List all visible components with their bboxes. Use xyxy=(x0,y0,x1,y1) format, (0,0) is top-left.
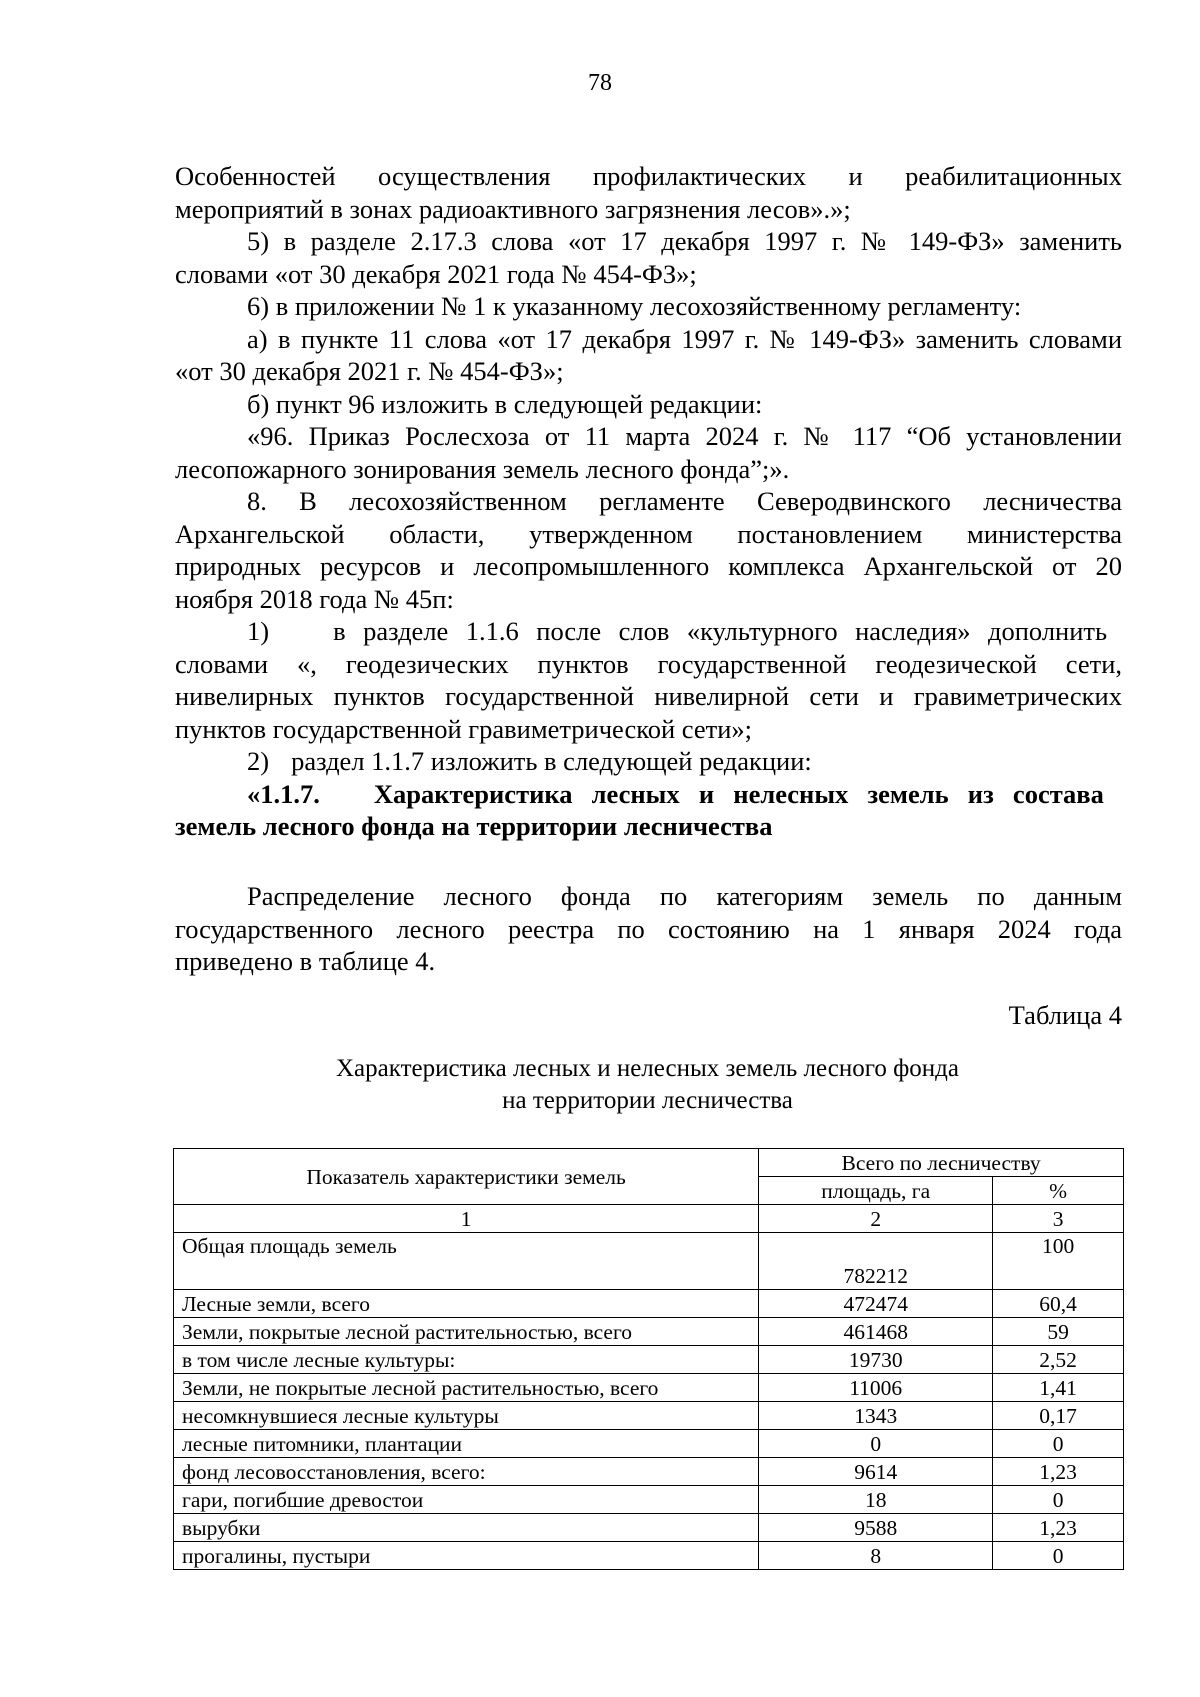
row-label: Лесные земли, всего xyxy=(174,1290,759,1318)
text-line: ноября 2018 года № 45п: xyxy=(175,583,454,614)
col-number: 2 xyxy=(759,1205,993,1233)
page-number: 78 xyxy=(588,70,612,96)
land-table xyxy=(173,1148,1124,1570)
row-percent: 2,52 xyxy=(993,1346,1124,1374)
table-row xyxy=(174,1290,1124,1318)
row-area: 11006 xyxy=(759,1374,993,1402)
section-heading xyxy=(175,778,1122,811)
row-percent: 59 xyxy=(993,1318,1124,1346)
row-percent: 1,23 xyxy=(993,1514,1124,1542)
text-line: «от 30 декабря 2021 г. № 454-ФЗ»; xyxy=(175,356,564,386)
table-row xyxy=(174,1458,1124,1486)
table-row xyxy=(174,1486,1124,1514)
row-label: вырубки xyxy=(174,1514,759,1542)
row-area: 9614 xyxy=(759,1458,993,1486)
text-line: 5) в разделе 2.17.3 слова «от 17 декабря 1997 г. № 149-ФЗ» заменить xyxy=(247,226,1122,256)
section-number: «1.1.7. xyxy=(247,778,320,809)
text-line: Особенностей осуществления профилактических и реабилитационных xyxy=(175,161,1122,191)
text-line: словами «, геодезических пунктов государственной геодезической сети, xyxy=(175,648,1122,679)
row-area: 472474 xyxy=(759,1290,993,1318)
table-row xyxy=(174,1430,1124,1458)
row-label: несомкнувшиеся лесные культуры xyxy=(174,1402,759,1430)
row-label: прогалины, пустыри xyxy=(174,1542,759,1570)
table-colnum-row xyxy=(174,1205,1124,1233)
row-area: 9588 xyxy=(759,1514,993,1542)
text-line xyxy=(175,745,1122,778)
row-percent: 60,4 xyxy=(993,1290,1124,1318)
row-label: фонд лесовосстановления, всего: xyxy=(174,1458,759,1486)
table-row xyxy=(174,1318,1124,1346)
header-total: Всего по лесничеству xyxy=(759,1149,1124,1177)
text-line: 8. В лесохозяйственном регламенте Северодвинского лесничества xyxy=(247,486,1122,516)
table-header-row xyxy=(174,1149,1124,1177)
table-row xyxy=(174,1233,1124,1290)
row-area: 18 xyxy=(759,1486,993,1514)
text-line: б) пункт 96 изложить в следующей редакции: xyxy=(247,388,763,419)
list-number: 2) xyxy=(247,746,270,776)
text-line: государственного лесного реестра по состоянию на 1 января 2024 года xyxy=(175,913,1122,944)
section-heading-cont: земель лесного фонда на территории лесничества xyxy=(175,811,773,841)
table-row xyxy=(174,1514,1124,1542)
body-text xyxy=(175,160,1122,843)
text-line: приведено в таблице 4. xyxy=(175,946,436,976)
row-percent: 0,17 xyxy=(993,1402,1124,1430)
table-title xyxy=(0,1053,1200,1117)
row-label: в том числе лесные культуры: xyxy=(174,1346,759,1374)
row-percent: 1,41 xyxy=(993,1374,1124,1402)
table-row xyxy=(174,1346,1124,1374)
table-row xyxy=(174,1402,1124,1430)
text-line: Архангельской области, утвержденном постановлением министерства xyxy=(175,518,1122,549)
text-line: пунктов государственной гравиметрической сети»; xyxy=(175,713,753,744)
row-area: 1343 xyxy=(759,1402,993,1430)
table-label: Таблица 4 xyxy=(1008,1000,1122,1030)
row-area: 782212 xyxy=(759,1233,993,1290)
section-title: Характеристика лесных и нелесных земель из состава xyxy=(373,778,1104,809)
table-row xyxy=(174,1374,1124,1402)
text-line xyxy=(175,615,1122,648)
table-title-line: на территории лесничества xyxy=(502,1087,793,1114)
header-indicator: Показатель характеристики земель xyxy=(174,1149,759,1205)
text-line: 6) в приложении № 1 к указанному лесохозяйственному регламенту: xyxy=(247,291,1022,321)
list-text: раздел 1.1.7 изложить в следующей редакции: xyxy=(291,746,812,776)
row-label: лесные питомники, плантации xyxy=(174,1430,759,1458)
list-number: 1) xyxy=(247,616,270,646)
row-percent: 0 xyxy=(993,1430,1124,1458)
text-line: словами «от 30 декабря 2021 года № 454-ФЗ»; xyxy=(175,258,697,289)
col-number: 3 xyxy=(993,1205,1124,1233)
row-label: Общая площадь земель xyxy=(174,1233,759,1290)
row-area: 0 xyxy=(759,1430,993,1458)
text-line: нивелирных пунктов государственной нивелирной сети и гравиметрических xyxy=(175,681,1122,711)
row-label: Земли, покрытые лесной растительностью, всего xyxy=(174,1318,759,1346)
row-label: Земли, не покрытые лесной растительностью, всего xyxy=(174,1374,759,1402)
text-line: Распределение лесного фонда по категориям земель по данным xyxy=(247,881,1122,911)
text-line: мероприятий в зонах радиоактивного загрязнения лесов».»; xyxy=(175,193,851,224)
list-text: в разделе 1.1.6 после слов «культурного наследия» дополнить xyxy=(333,616,1108,646)
row-area: 8 xyxy=(759,1542,993,1570)
row-percent: 100 xyxy=(993,1233,1124,1290)
table-title-line: Характеристика лесных и нелесных земель лесного фонда xyxy=(336,1055,959,1082)
header-percent: % xyxy=(993,1177,1124,1205)
row-percent: 0 xyxy=(993,1486,1124,1514)
header-area: площадь, га xyxy=(759,1177,993,1205)
table-row xyxy=(174,1542,1124,1570)
row-area: 461468 xyxy=(759,1318,993,1346)
intro-paragraph xyxy=(175,880,1122,978)
row-area: 19730 xyxy=(759,1346,993,1374)
text-line: «96. Приказ Рослесхоза от 11 марта 2024 г. № 117 “Об установлении xyxy=(247,421,1122,451)
row-percent: 1,23 xyxy=(993,1458,1124,1486)
text-line: природных ресурсов и лесопромышленного комплекса Архангельской от 20 xyxy=(175,551,1122,581)
row-percent: 0 xyxy=(993,1542,1124,1570)
row-label: гари, погибшие древостои xyxy=(174,1486,759,1514)
col-number: 1 xyxy=(174,1205,759,1233)
text-line: лесопожарного зонирования земель лесного фонда”;». xyxy=(175,453,790,484)
text-line: а) в пункте 11 слова «от 17 декабря 1997 г. № 149-ФЗ» заменить словами xyxy=(247,323,1122,354)
